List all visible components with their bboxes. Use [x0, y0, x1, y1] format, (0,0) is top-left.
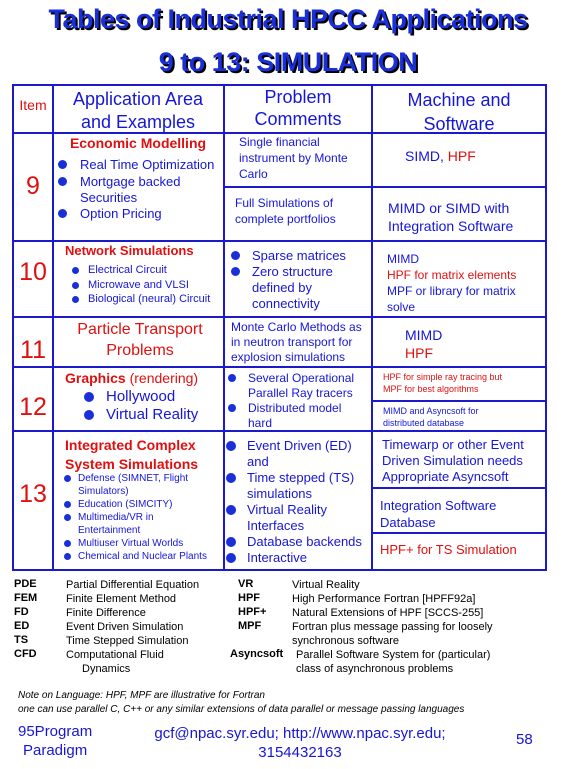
- header-area-line-1: Application Area: [72, 89, 204, 109]
- list-item-continued: Securities: [80, 190, 138, 205]
- bullet-icon: [64, 501, 71, 508]
- list-item: Interactive: [226, 550, 307, 565]
- header-machine-line-1: Machine and: [407, 90, 511, 110]
- item-number-10: 10: [19, 258, 47, 286]
- bullet-icon: [231, 267, 240, 276]
- bullet-icon: [228, 374, 236, 382]
- bullet-icon: [64, 475, 71, 482]
- problem-11: Monte Carlo Methods as in neutron transport for explosion simulations: [231, 320, 362, 364]
- machine-9a: SIMD, HPF: [405, 148, 476, 164]
- item-number-9: 9: [26, 172, 40, 200]
- bullet-icon: [228, 404, 236, 412]
- footer-contact: gcf@npac.syr.edu; http://www.npac.syr.edu; 3154432163: [154, 725, 446, 761]
- footer-section: 95Program Paradigm: [18, 723, 93, 759]
- problem-9b: Full Simulations of complete portfolios: [235, 196, 336, 226]
- header-problem-line-1: Problem: [264, 87, 332, 107]
- list-item: Biological (neural) Circuit: [72, 293, 210, 305]
- area-title-9: Economic Modelling: [69, 135, 207, 151]
- item-number-11: 11: [20, 336, 46, 364]
- list-item: Chemical and Nuclear Plants: [64, 551, 207, 562]
- bullet-icon: [72, 267, 79, 274]
- header-machine-line-2: Software: [423, 114, 495, 134]
- title-line-2: 9 to 13: SIMULATION: [158, 47, 418, 77]
- list-item: Microwave and VLSI: [72, 279, 189, 291]
- problem-9a: Single financial instrument by Monte Carlo: [239, 135, 348, 181]
- list-item: Multimedia/VR in: [64, 512, 154, 523]
- machine-12b: MIMD and Asyncsoft for distributed database: [383, 406, 479, 428]
- list-item: Hollywood: [84, 388, 175, 405]
- list-item: Education (SIMCITY): [64, 499, 172, 510]
- bullet-icon: [64, 553, 71, 560]
- area-title-11: Particle Transport Problems: [77, 321, 203, 359]
- list-item: Mortgage backed: [58, 174, 180, 189]
- header-item: Item: [19, 97, 47, 113]
- bullet-icon: [58, 160, 67, 169]
- list-item: Virtual Reality: [226, 502, 327, 517]
- machine-11: MIMD HPF: [405, 327, 443, 361]
- bullet-icon: [64, 514, 71, 521]
- list-item: Zero structure: [231, 264, 333, 279]
- list-item: Database backends: [226, 534, 362, 549]
- list-item: Several Operational: [228, 371, 354, 385]
- bullet-icon: [84, 410, 94, 420]
- list-item: Option Pricing: [58, 206, 162, 221]
- area-title-13: Integrated Complex System Simulations: [65, 437, 199, 472]
- list-item: Electrical Circuit: [72, 264, 167, 276]
- header-problem-line-2: Comments: [254, 109, 342, 129]
- page-number: 58: [516, 731, 533, 748]
- header-area-line-2: and Examples: [80, 112, 196, 132]
- machine-13c: HPF+ for TS Simulation: [380, 542, 517, 557]
- machine-10: MIMD HPF for matrix elements MPF or library for matrix solve: [387, 252, 517, 314]
- title-line-1: Tables of Industrial HPCC Applications: [48, 4, 528, 34]
- bullet-icon: [64, 540, 71, 547]
- area-title-12: Graphics (rendering): [65, 370, 199, 386]
- machine-9b: MIMD or SIMD with Integration Software: [388, 200, 514, 234]
- bullet-icon: [226, 537, 236, 547]
- list-item: Real Time Optimization: [58, 157, 214, 172]
- language-note-line-1: Note on Language: HPF, MPF are illustrative for Fortran: [18, 690, 265, 701]
- bullet-icon: [226, 473, 236, 483]
- bullet-icon: [231, 251, 240, 260]
- bullet-icon: [226, 505, 236, 515]
- list-item: Distributed model: [228, 401, 341, 415]
- language-note-line-2: one can use parallel C, C++ or any similar extensions of data parallel or message passing languages: [18, 704, 465, 715]
- list-item: Event Driven (ED): [226, 438, 352, 453]
- bullet-icon: [72, 296, 79, 303]
- bullet-icon: [58, 209, 67, 218]
- bullet-icon: [226, 553, 236, 563]
- list-item: Virtual Reality: [84, 406, 198, 423]
- list-item: Defense (SIMNET, Flight: [64, 473, 188, 484]
- machine-12a: HPF for simple ray tracing but MPF for best algorithms: [383, 372, 503, 394]
- list-item: Multiuser Virtual Worlds: [64, 538, 183, 549]
- bullet-icon: [72, 282, 79, 289]
- machine-13b: Integration Software Database: [380, 498, 497, 530]
- list-item: Time stepped (TS): [226, 470, 354, 485]
- item-number-13: 13: [19, 480, 47, 508]
- bullet-icon: [58, 177, 67, 186]
- area-title-10: Network Simulations: [65, 243, 194, 258]
- item-number-12: 12: [19, 393, 47, 421]
- machine-13a: Timewarp or other Event Driven Simulation needs Appropriate Asyncsoft: [382, 437, 524, 484]
- bullet-icon: [84, 392, 94, 402]
- bullet-icon: [226, 441, 236, 451]
- list-item: Sparse matrices: [231, 248, 346, 263]
